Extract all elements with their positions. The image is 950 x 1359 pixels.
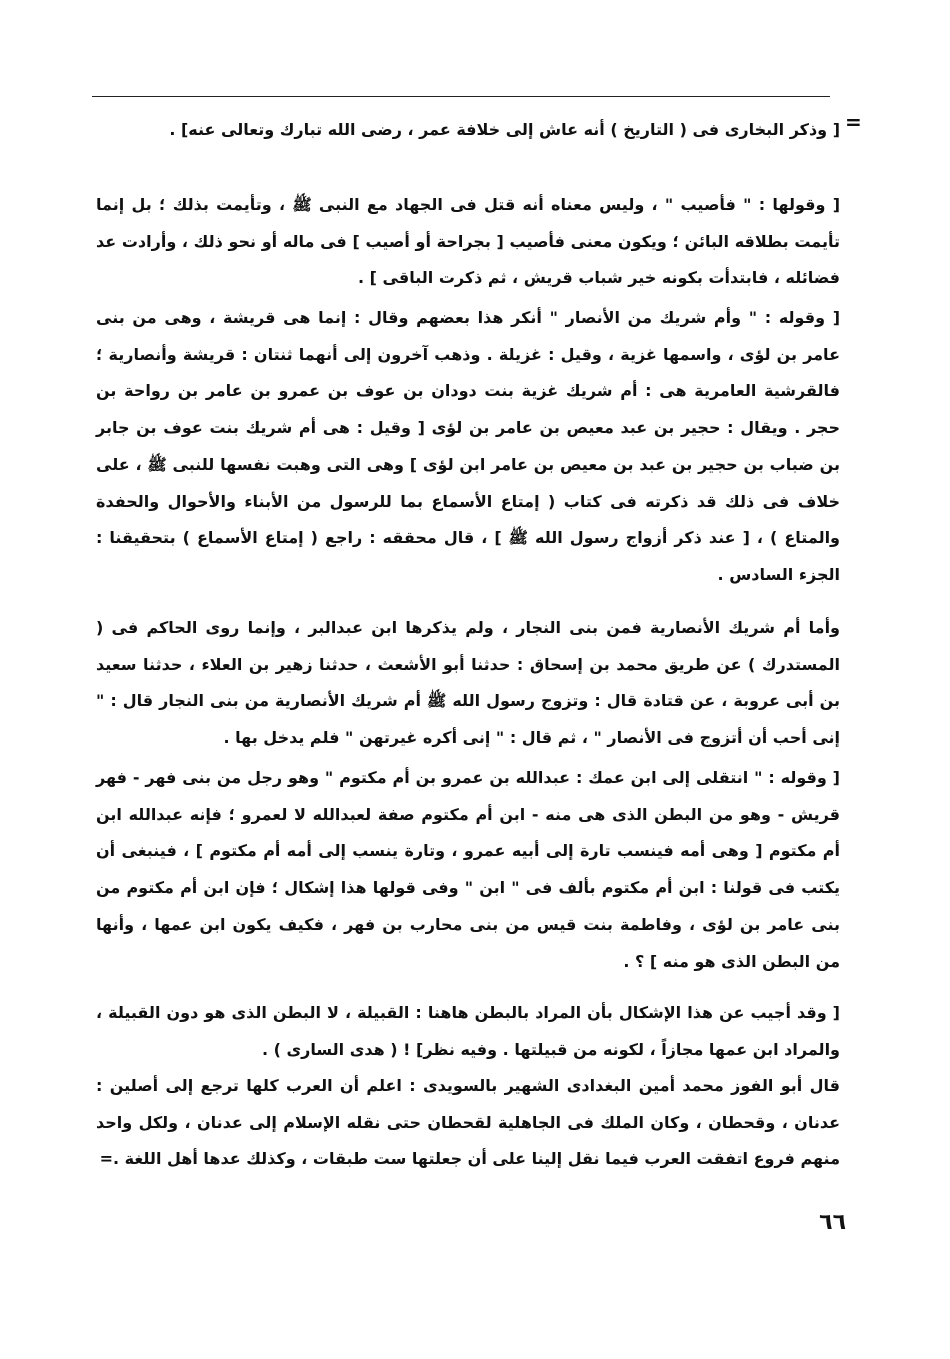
footnote-paragraph-3 [96,300,840,594]
paragraph-text: وأما أم شريك الأنصارية فمن بنى النجار ، ولم يذكرها ابن عبدالبر ، وإنما روى الحاكم فى ( المستدرك ) عن طريق محمد بن إسحاق : حدثنا أبو الأشعث ، حدثنا زهير بن العلاء ، حدثنا سعيد بن أبى عروبة ، عن قتادة قال : وتزوج رسول الله ﷺ أم شريك الأنصارية من بنى النجار قال : " إنى أحب أن أتزوج فى الأنصار " ، ثم قال : " إنى أكره غيرتهن " فلم يدخل بها . [96,618,840,748]
paragraph-text: [ وذكر البخارى فى ( التاريخ ) أنه عاش إلى خلافة عمر ، رضى الله تبارك وتعالى عنه] . [169,120,840,139]
header-rule [92,96,830,97]
continuation-mark: = [845,110,862,134]
paragraph-text: [ وقوله : " وأم شريك من الأنصار " أنكر هذا بعضهم وقال : إنما هى قريشة ، وهى من بنى عامر بن لؤى ، واسمها غزية ، وقيل : غزيلة . وذهب آخرون إلى أنهما ثنتان : قريشة وأنصارية ؛ فالقرشية العامرية هى : أم شريك غزية بنت دودان بن عوف بن عمرو بن عامر بن رواحة بن حجر . ويقال : حجير بن عبد معيص بن عامر بن لؤى [ وقيل : هى أم شريك بنت عوف بن جابر بن ضباب بن حجير بن عبد بن معيص بن عامر ابن لؤى ] وهى التى وهبت نفسها للنبى ﷺ ، على خلاف فى ذلك قد ذكرته فى كتاب ( إمتاع الأسماع بما للرسول من الأبناء والأحوال والحفدة والمتاع ) ، [ عند ذكر أزواج رسول الله ﷺ ] ، قال محققه : راجع ( إمتاع الأسماع ) بتحقيقنا : الجزء السادس . [96,308,840,584]
paragraph-text: [ وقولها : " فأصيب " ، وليس معناه أنه قتل فى الجهاد مع النبى ﷺ ، وتأيمت بذلك ؛ بل إنما تأيمت بطلاقه البائن ؛ ويكون معنى فأصيب [ بجراحة أو أصيب ] فى ماله أو نحو ذلك ، وأرادت عد فضائله ، فابتدأت بكونه خير شباب قريش ، ثم ذكرت الباقى ] . [96,195,840,288]
footnote-paragraph-4 [96,610,840,757]
paragraph-text: [ وقوله : " انتقلى إلى ابن عمك : عبدالله بن عمرو بن أم مكتوم " وهو رجل من بنى فهر - فهر قريش - وهو من البطن الذى هى منه - ابن أم مكتوم صفة لعبدالله لا لعمرو ؛ فإنه عبدالله ابن أم مكتوم [ وهى أمه فينسب تارة إلى أبيه عمرو ، وتارة ينسب إلى أمه أم مكتوم ] ، فينبغى أن يكتب فى قولنا : ابن أم مكتوم بألف فى " ابن " وفى قولها هذا إشكال ؛ فإن ابن أم مكتوم من بنى عامر بن لؤى ، وفاطمة بنت قيس من بنى محارب بن فهر ، فكيف يكون ابن عمها ، وأنها من البطن الذى هو منه ] ؟ . [96,768,840,971]
footnote-paragraph-5 [96,760,840,980]
footnote-paragraph-2 [96,187,840,297]
footnote-paragraph-6 [96,995,840,1068]
footnote-paragraph-7 [96,1068,840,1178]
page-number: ٦٦ [819,1210,846,1235]
paragraph-text: قال أبو الفوز محمد أمين البغدادى الشهير بالسويدى : اعلم أن العرب كلها ترجع إلى أصلين : عدنان ، وقحطان ، وكان الملك فى الجاهلية لقحطان حتى نقله الإسلام إلى عدنان ، ولكل واحد منهم فروع اتفقت العرب فيما نقل إلينا على أن جعلتها ست طبقات ، وكذلك عدها أهل اللغة .= [96,1076,840,1169]
footnote-paragraph-1 [96,112,840,149]
paragraph-text: [ وقد أجيب عن هذا الإشكال بأن المراد بالبطن هاهنا : القبيلة ، لا البطن الذى هو دون القبيلة ، والمراد ابن عمها مجازاً ، لكونه من قبيلتها . وفيه نظر] ! ( هدى السارى ) . [96,1003,840,1059]
